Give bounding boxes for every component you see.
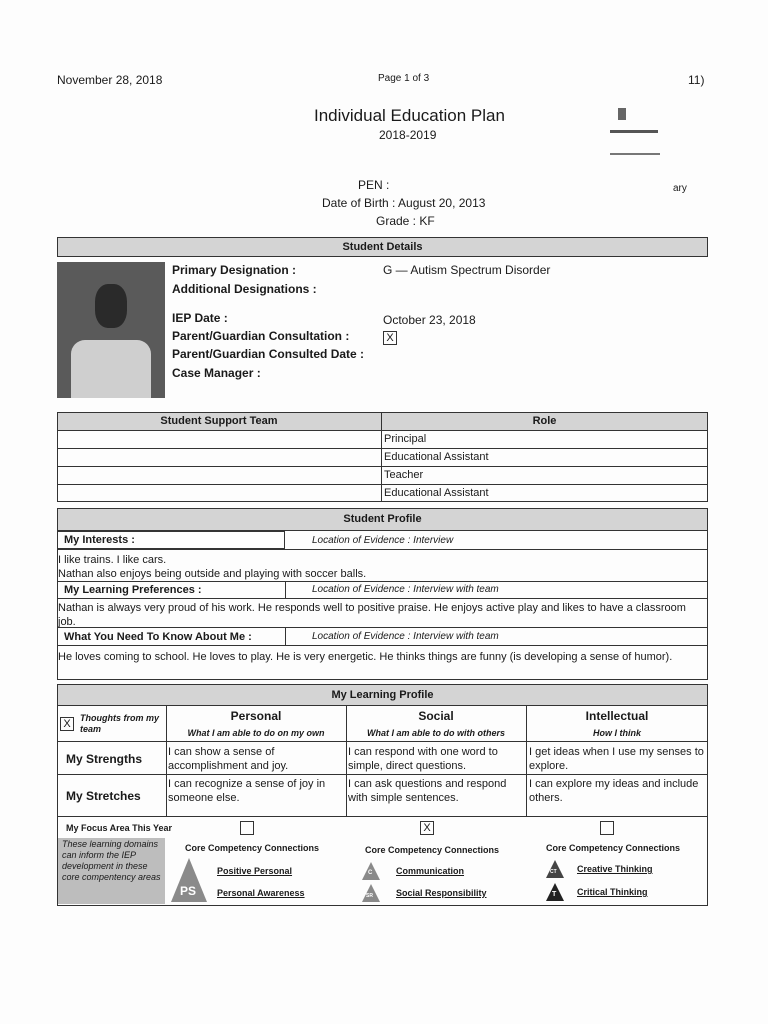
role-column-header: Role — [532, 415, 557, 427]
date-of-birth: Date of Birth : August 20, 2013 — [322, 196, 486, 210]
focus-area-label: My Focus Area This Year — [66, 823, 173, 833]
photo-face-redaction — [95, 284, 127, 328]
case-manager-label: Case Manager : — [172, 366, 261, 380]
focus-intellectual-checkbox[interactable] — [600, 821, 614, 835]
strength-social: I can respond with one word to simple, direct questions. — [348, 746, 498, 772]
student-details-heading: Student Details — [57, 237, 708, 257]
parent-consulted-date-label: Parent/Guardian Consulted Date : — [172, 347, 365, 361]
need-to-know-text: He loves coming to school. He loves to play. He is very energetic. He thinks things are funny (is developing a sense of humor). — [58, 651, 673, 663]
stretch-social: I can ask questions and respond with simple sentences. — [348, 778, 507, 804]
focus-social-checkbox[interactable]: X — [420, 821, 434, 835]
stretches-label: My Stretches — [66, 789, 141, 803]
photo-shirt — [71, 340, 151, 398]
cc-heading-personal: Core Competency Connections — [185, 843, 320, 853]
parent-consultation-label: Parent/Guardian Consultation : — [172, 329, 350, 343]
creative-thinking-badge-label: CT — [550, 869, 557, 875]
learning-profile-heading: My Learning Profile — [57, 684, 708, 706]
grade: Grade : KF — [376, 214, 435, 228]
iep-date-value: October 23, 2018 — [383, 313, 476, 327]
student-profile-heading: Student Profile — [57, 508, 708, 531]
redacted-mark — [610, 153, 660, 155]
interests-text: I like trains. I like cars. Nathan also enjoys being outside and playing with soccer balls. — [58, 554, 367, 580]
link-personal-awareness[interactable]: Personal Awareness — [217, 888, 305, 898]
interests-label: My Interests : — [64, 534, 135, 546]
intellectual-column-sub: How I think — [593, 728, 641, 738]
school-year: 2018-2019 — [379, 128, 437, 142]
learning-preferences-evidence: Location of Evidence : Interview with team — [312, 584, 499, 595]
support-team-column-header: Student Support Team — [160, 415, 278, 427]
header-right-fragment: 11) — [688, 73, 705, 87]
personal-badge-label: PS — [180, 884, 197, 898]
document-date: November 28, 2018 — [57, 73, 163, 87]
cc-heading-social: Core Competency Connections — [365, 845, 500, 855]
cc-heading-intellectual: Core Competency Connections — [546, 843, 681, 853]
domains-note: These learning domains can inform the IEP development in these core compentency areas — [58, 838, 165, 904]
stretch-intellectual: I can explore my ideas and include others. — [529, 778, 699, 804]
primary-designation-label: Primary Designation : — [172, 263, 297, 277]
strength-personal: I can show a sense of accomplishment and joy. — [168, 746, 289, 772]
need-to-know-label: What You Need To Know About Me : — [64, 631, 252, 643]
role-cell: Teacher — [384, 469, 424, 481]
redacted-mark — [618, 108, 626, 120]
additional-designations-label: Additional Designations : — [172, 282, 317, 296]
critical-thinking-badge-label: T — [552, 891, 557, 898]
thoughts-label: Thoughts from my team — [80, 713, 159, 734]
pen-label: PEN : — [358, 178, 390, 192]
link-social-responsibility[interactable]: Social Responsibility — [396, 888, 487, 898]
link-creative-thinking[interactable]: Creative Thinking — [577, 864, 653, 874]
strengths-label: My Strengths — [66, 752, 143, 766]
intellectual-column-header: Intellectual — [585, 709, 649, 723]
social-column-header: Social — [418, 709, 454, 723]
link-communication[interactable]: Communication — [396, 866, 465, 876]
strength-intellectual: I get ideas when I use my senses to explore. — [529, 746, 704, 772]
role-cell: Principal — [384, 433, 427, 445]
communication-badge-label: C — [368, 870, 373, 876]
social-responsibility-badge-label: SR — [366, 893, 373, 899]
learning-preferences-text: Nathan is always very proud of his work. He responds well to positive praise. He enjoys active play and likes to have a classroom job. — [58, 602, 686, 628]
stretch-personal: I can recognize a sense of joy in someone else. — [168, 778, 326, 804]
school-name-fragment: ary — [673, 183, 687, 194]
parent-consultation-checkbox[interactable]: X — [383, 331, 397, 345]
learning-preferences-label: My Learning Preferences : — [64, 584, 202, 596]
primary-designation-value: G — Autism Spectrum Disorder — [383, 263, 551, 277]
social-column-sub: What I am able to do with others — [366, 728, 505, 738]
link-positive-personal[interactable]: Positive Personal — [217, 866, 293, 876]
need-to-know-evidence: Location of Evidence : Interview with team — [312, 631, 499, 642]
iep-date-label: IEP Date : — [172, 311, 228, 325]
personal-column-header: Personal — [230, 709, 282, 723]
document-title: Individual Education Plan — [314, 106, 505, 125]
student-photo — [57, 262, 165, 398]
redacted-mark — [610, 130, 658, 133]
interests-evidence: Location of Evidence : Interview — [312, 535, 454, 546]
role-cell: Educational Assistant — [384, 451, 489, 463]
link-critical-thinking[interactable]: Critical Thinking — [577, 887, 648, 897]
focus-personal-checkbox[interactable] — [240, 821, 254, 835]
personal-column-sub: What I am able to do on my own — [187, 728, 325, 738]
thoughts-checkbox[interactable]: X — [60, 717, 74, 731]
page-number: Page 1 of 3 — [378, 73, 430, 84]
role-cell: Educational Assistant — [384, 487, 489, 499]
